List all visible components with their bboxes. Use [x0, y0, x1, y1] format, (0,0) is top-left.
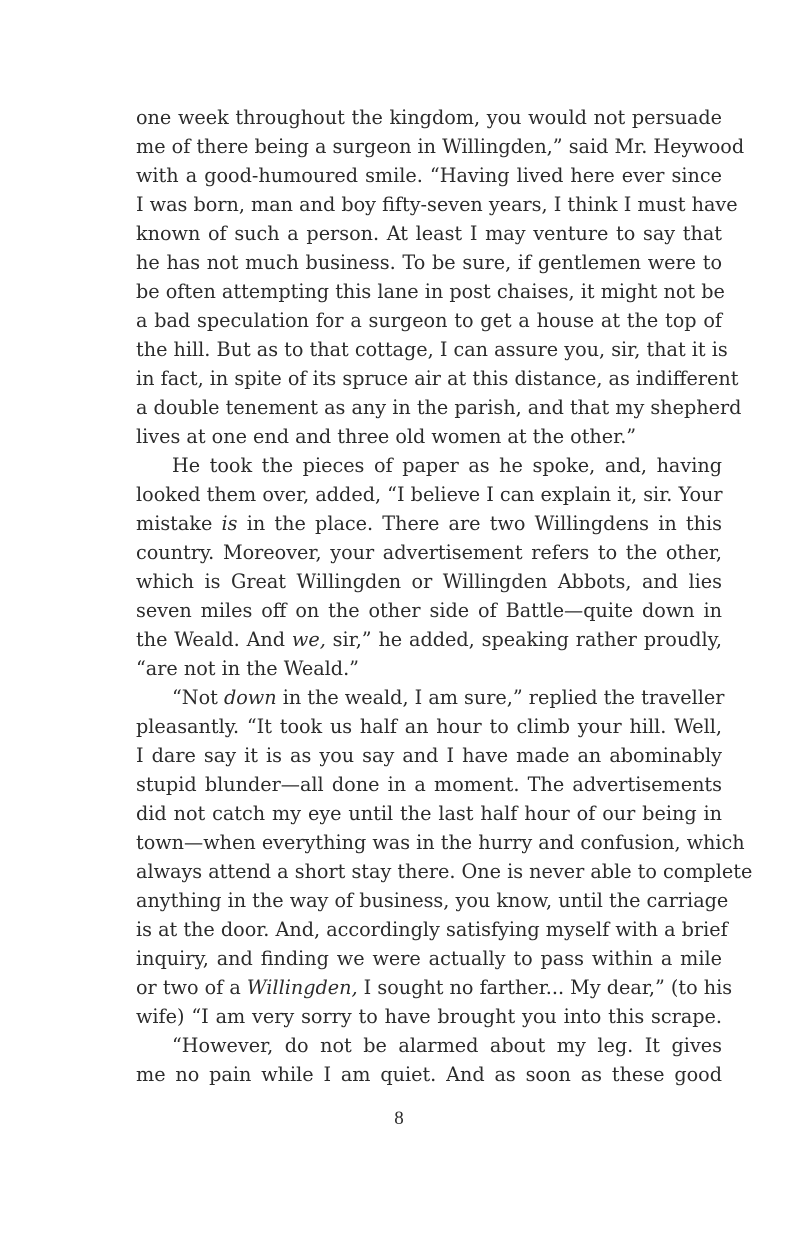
- text-line: wife) “I am very sorry to have brought you into this scrape.: [136, 1005, 722, 1028]
- italic-emphasis: we,: [291, 628, 326, 651]
- text-line: me of there being a surgeon in Willingden,” said Mr. Heywood: [136, 135, 745, 158]
- text-line: the Weald. And we, sir,” he added, speaking rather proudly,: [136, 628, 722, 651]
- text-line: anything in the way of business, you know, until the carriage: [136, 889, 729, 912]
- text-line: looked them over, added, “I believe I can explain it, sir. Your: [136, 483, 723, 506]
- italic-emphasis: down: [223, 686, 277, 709]
- text-line: a double tenement as any in the parish, and that my shepherd: [136, 396, 742, 419]
- text-line: he has not much business. To be sure, if gentlemen were to: [136, 251, 722, 274]
- text-line: He took the pieces of paper as he spoke, and, having: [172, 454, 722, 477]
- text-line: a bad speculation for a surgeon to get a house at the top of: [136, 309, 722, 332]
- text-line: I was born, man and boy fifty-seven years, I think I must have: [136, 193, 738, 216]
- text-line: which is Great Willingden or Willingden Abbots, and lies: [136, 570, 722, 593]
- text-line: mistake is in the place. There are two Willingdens in this: [136, 512, 722, 535]
- text-line: pleasantly. “It took us half an hour to climb your hill. Well,: [136, 715, 722, 738]
- text-line: known of such a person. At least I may venture to say that: [136, 222, 722, 245]
- text-line: is at the door. And, accordingly satisfying myself with a brief: [136, 918, 728, 941]
- text-line: in fact, in spite of its spruce air at this distance, as indifferent: [136, 367, 739, 390]
- text-line: one week throughout the kingdom, you would not persuade: [136, 106, 722, 129]
- page-number: 8: [394, 1108, 404, 1129]
- text-line: be often attempting this lane in post chaises, it might not be: [136, 280, 725, 303]
- text-line: the hill. But as to that cottage, I can assure you, sir, that it is: [136, 338, 728, 361]
- text-line: “However, do not be alarmed about my leg. It gives: [172, 1034, 722, 1057]
- italic-emphasis: Willingden,: [246, 976, 358, 999]
- italic-emphasis: is: [221, 512, 238, 535]
- text-line: did not catch my eye until the last half hour of our being in: [136, 802, 722, 825]
- text-line: “are not in the Weald.”: [136, 657, 359, 680]
- text-line: me no pain while I am quiet. And as soon as these good: [136, 1063, 722, 1086]
- text-line: town—when everything was in the hurry and confusion, which: [136, 831, 745, 854]
- text-line: stupid blunder—all done in a moment. The advertisements: [136, 773, 722, 796]
- text-line: “Not down in the weald, I am sure,” replied the traveller: [172, 686, 725, 709]
- text-line: with a good-humoured smile. “Having lived here ever since: [136, 164, 722, 187]
- text-line: seven miles off on the other side of Battle—quite down in: [136, 599, 722, 622]
- body-text: [136, 103, 753, 1089]
- text-line: inquiry, and finding we were actually to pass within a mile: [136, 947, 722, 970]
- text-line: country. Moreover, your advertisement refers to the other,: [136, 541, 722, 564]
- text-line: or two of a Willingden, I sought no farther... My dear,” (to his: [136, 976, 733, 999]
- text-line: lives at one end and three old women at the other.”: [136, 425, 637, 448]
- text-line: always attend a short stay there. One is never able to complete: [136, 860, 753, 883]
- text-line: I dare say it is as you say and I have made an abominably: [136, 744, 722, 767]
